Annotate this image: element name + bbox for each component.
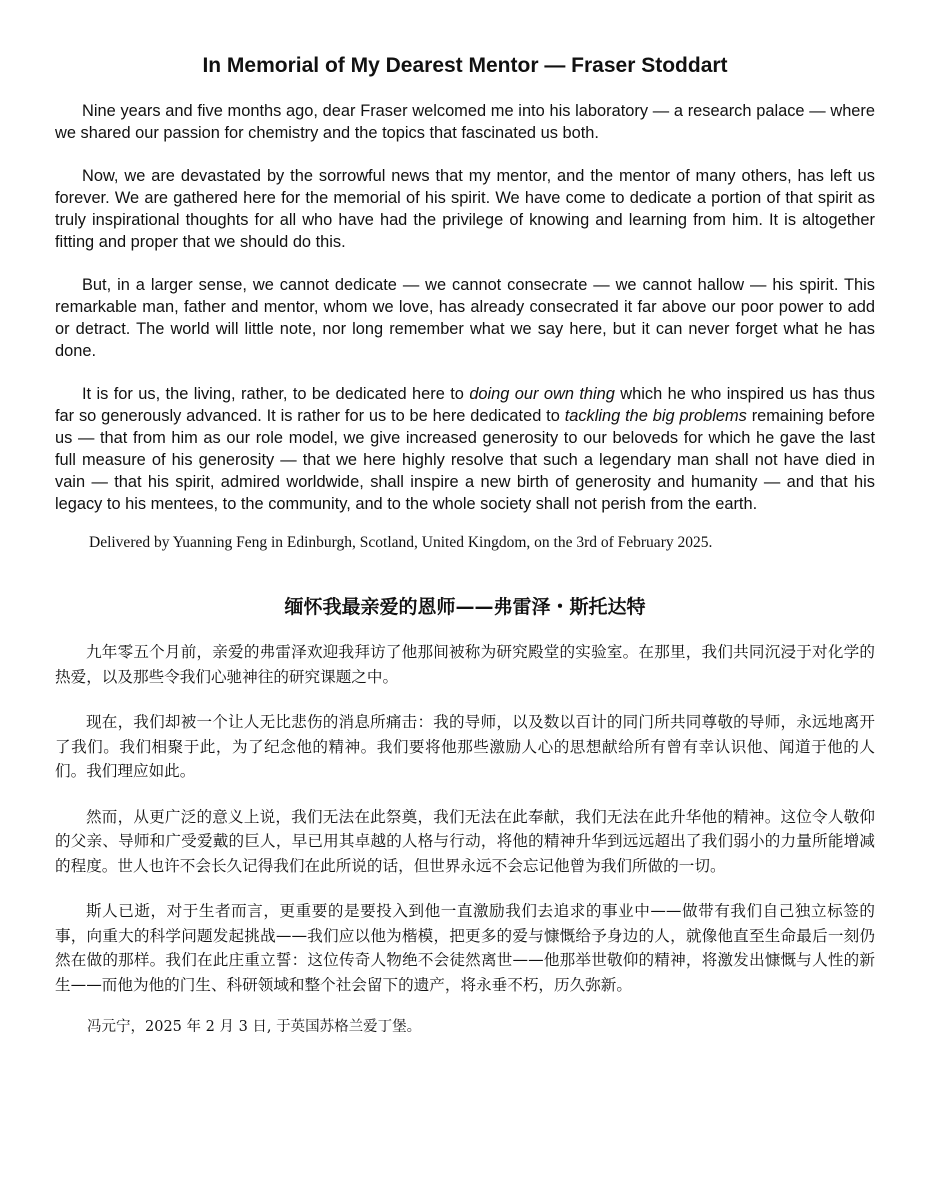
chinese-paragraph-3: 然而，从更广泛的意义上说，我们无法在此祭奠，我们无法在此奉献，我们无法在此升华他的精神。这位令人敬仰的父亲、导师和广受爱戴的巨人，早已用其卓越的人格与行动，将他的精神升华到远远超出了我们弱小的力量所能增减的程度。世人也许不会长久记得我们在此所说的话，但世界永远不会忘记他曾为我们所做的一切。: [55, 807, 875, 875]
english-paragraph-1: Nine years and five months ago, dear Fraser welcomed me into his laboratory — a research palace — where we shared our passion for chemistry and the topics that fascinated us both.: [55, 102, 875, 142]
english-delivered-line: Delivered by Yuanning Feng in Edinburgh, Scotland, United Kingdom, on the 3rd of February 2025.: [89, 534, 713, 551]
english-paragraph-4-part-1: It is for us, the living, rather, to be dedicated here to: [82, 385, 470, 403]
english-paragraph-2: Now, we are devastated by the sorrowful news that my mentor, and the mentor of many others, has left us forever. We are gathered here for the memorial of his spirit. We have come to dedicate a portion of that spirit as truly inspirational thoughts for all who have had the privilege of knowing and learning from him. It is altogether fitting and proper that we should do this.: [55, 167, 875, 251]
english-title: In Memorial of My Dearest Mentor — Fraser Stoddart: [202, 54, 728, 77]
english-paragraph-4-italic-2: tackling the big problems: [564, 407, 747, 425]
chinese-delivered-line: 冯元宁，2025 年 2 月 3 日, 于英国苏格兰爱丁堡。: [87, 1019, 422, 1035]
english-paragraph-4-part-2: which he who inspired us has thus far so generously advanced. It is rather for us to be here dedicated to: [55, 385, 875, 425]
memorial-document: [55, 52, 875, 1038]
chinese-paragraph-1: 九年零五个月前，亲爱的弗雷泽欢迎我拜访了他那间被称为研究殿堂的实验室。在那里，我们共同沉浸于对化学的热爱，以及那些令我们心驰神往的研究课题之中。: [55, 643, 875, 686]
chinese-paragraph-2: 现在，我们却被一个让人无比悲伤的消息所痛击：我的导师，以及数以百计的同门所共同尊敬的导师，永远地离开了我们。我们相聚于此，为了纪念他的精神。我们要将他那些激励人心的思想献给所有曾有幸认识他、闻道于他的人们。我们理应如此。: [55, 713, 875, 780]
english-paragraph-3: But, in a larger sense, we cannot dedicate — we cannot consecrate — we cannot hallow — his spirit. This remarkable man, father and mentor, whom we love, has already consecrated it far above our poor power to add or detract. The world will little note, nor long remember what we say here, but it can never forget what he has done.: [55, 276, 875, 360]
chinese-title: 缅怀我最亲爱的恩师——弗雷泽・斯托达特: [284, 596, 646, 618]
english-paragraph-4-italic-1: doing our own thing: [469, 385, 615, 403]
english-paragraph-4-part-3: remaining before us — that from him as our role model, we give increased generosity to our beloveds for which he gave the last full measure of his generosity — that we here highly resolve that such a legendary man shall not have died in vain — that his spirit, admired worldwide, shall inspire a new birth of generosity and humanity — and that his legacy to his mentees, to the community, and to the whole society shall not perish from the earth.: [55, 407, 875, 513]
english-paragraph-4: [55, 383, 875, 515]
chinese-paragraph-4: 斯人已逝，对于生者而言，更重要的是要投入到他一直激励我们去追求的事业中——做带有我们自己独立标签的事，向重大的科学问题发起挑战——我们应以他为楷模，把更多的爱与慷慨给予身边的人，就像他直至生命最后一刻仍然在做的那样。我们在此庄重立誓：这位传奇人物绝不会徒然离世——他那举世敬仰的精神，将激发出慷慨与人性的新生——而他为他的门生、科研领域和整个社会留下的遗产，将永垂不朽，历久弥新。: [55, 902, 875, 994]
